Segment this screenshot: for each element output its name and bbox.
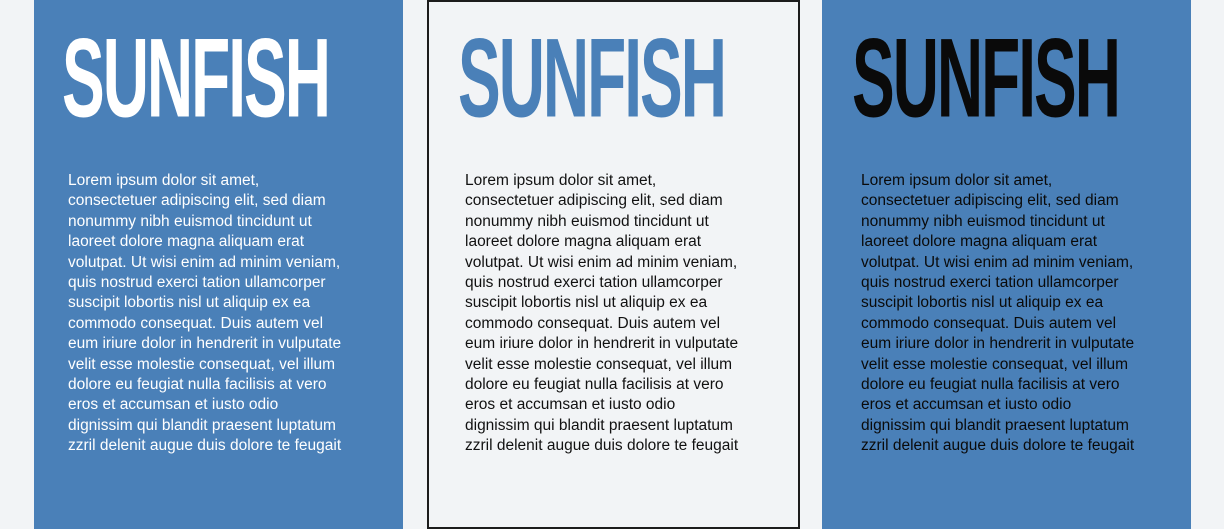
- panel-white-on-blue: [34, 0, 403, 529]
- panel-title: SUNFISH: [458, 15, 725, 141]
- panel-body-text: Lorem ipsum dolor sit amet, consectetuer adipiscing elit, sed diam nonummy nibh euismod tincidunt ut laoreet dolore magna aliquam erat volutpat. Ut wisi enim ad minim veniam, quis nostrud exerci tation ullamcorper suscipit lobortis nisl ut aliquip ex ea commodo consequat. Duis autem vel eum iriure dolor in hendrerit in vulputate velit esse molestie consequat, vel illum dolore eu feugiat nulla facilisis at vero eros et accumsan et iusto odio dignissim qui blandit praesent luptatum zzril delenit augue duis dolore te feugait: [861, 172, 1135, 455]
- panel-body-text: Lorem ipsum dolor sit amet, consectetuer adipiscing elit, sed diam nonummy nibh euismod tincidunt ut laoreet dolore magna aliquam erat volutpat. Ut wisi enim ad minim veniam, quis nostrud exerci tation ullamcorper suscipit lobortis nisl ut aliquip ex ea commodo consequat. Duis autem vel eum iriure dolor in hendrerit in vulputate velit esse molestie consequat, vel illum dolore eu feugiat nulla facilisis at vero eros et accumsan et iusto odio dignissim qui blandit praesent luptatum zzril delenit augue duis dolore te feugait: [465, 172, 739, 455]
- panel-blue-on-white: [427, 0, 800, 529]
- panel-black-on-blue: [822, 0, 1191, 529]
- panel-title: SUNFISH: [852, 15, 1119, 141]
- panel-body-text: Lorem ipsum dolor sit amet, consectetuer adipiscing elit, sed diam nonummy nibh euismod tincidunt ut laoreet dolore magna aliquam erat volutpat. Ut wisi enim ad minim veniam, quis nostrud exerci tation ullamcorper suscipit lobortis nisl ut aliquip ex ea commodo consequat. Duis autem vel eum iriure dolor in hendrerit in vulputate velit esse molestie consequat, vel illum dolore eu feugiat nulla facilisis at vero eros et accumsan et iusto odio dignissim qui blandit praesent luptatum zzril delenit augue duis dolore te feugait: [68, 172, 342, 455]
- panel-title: SUNFISH: [62, 15, 329, 141]
